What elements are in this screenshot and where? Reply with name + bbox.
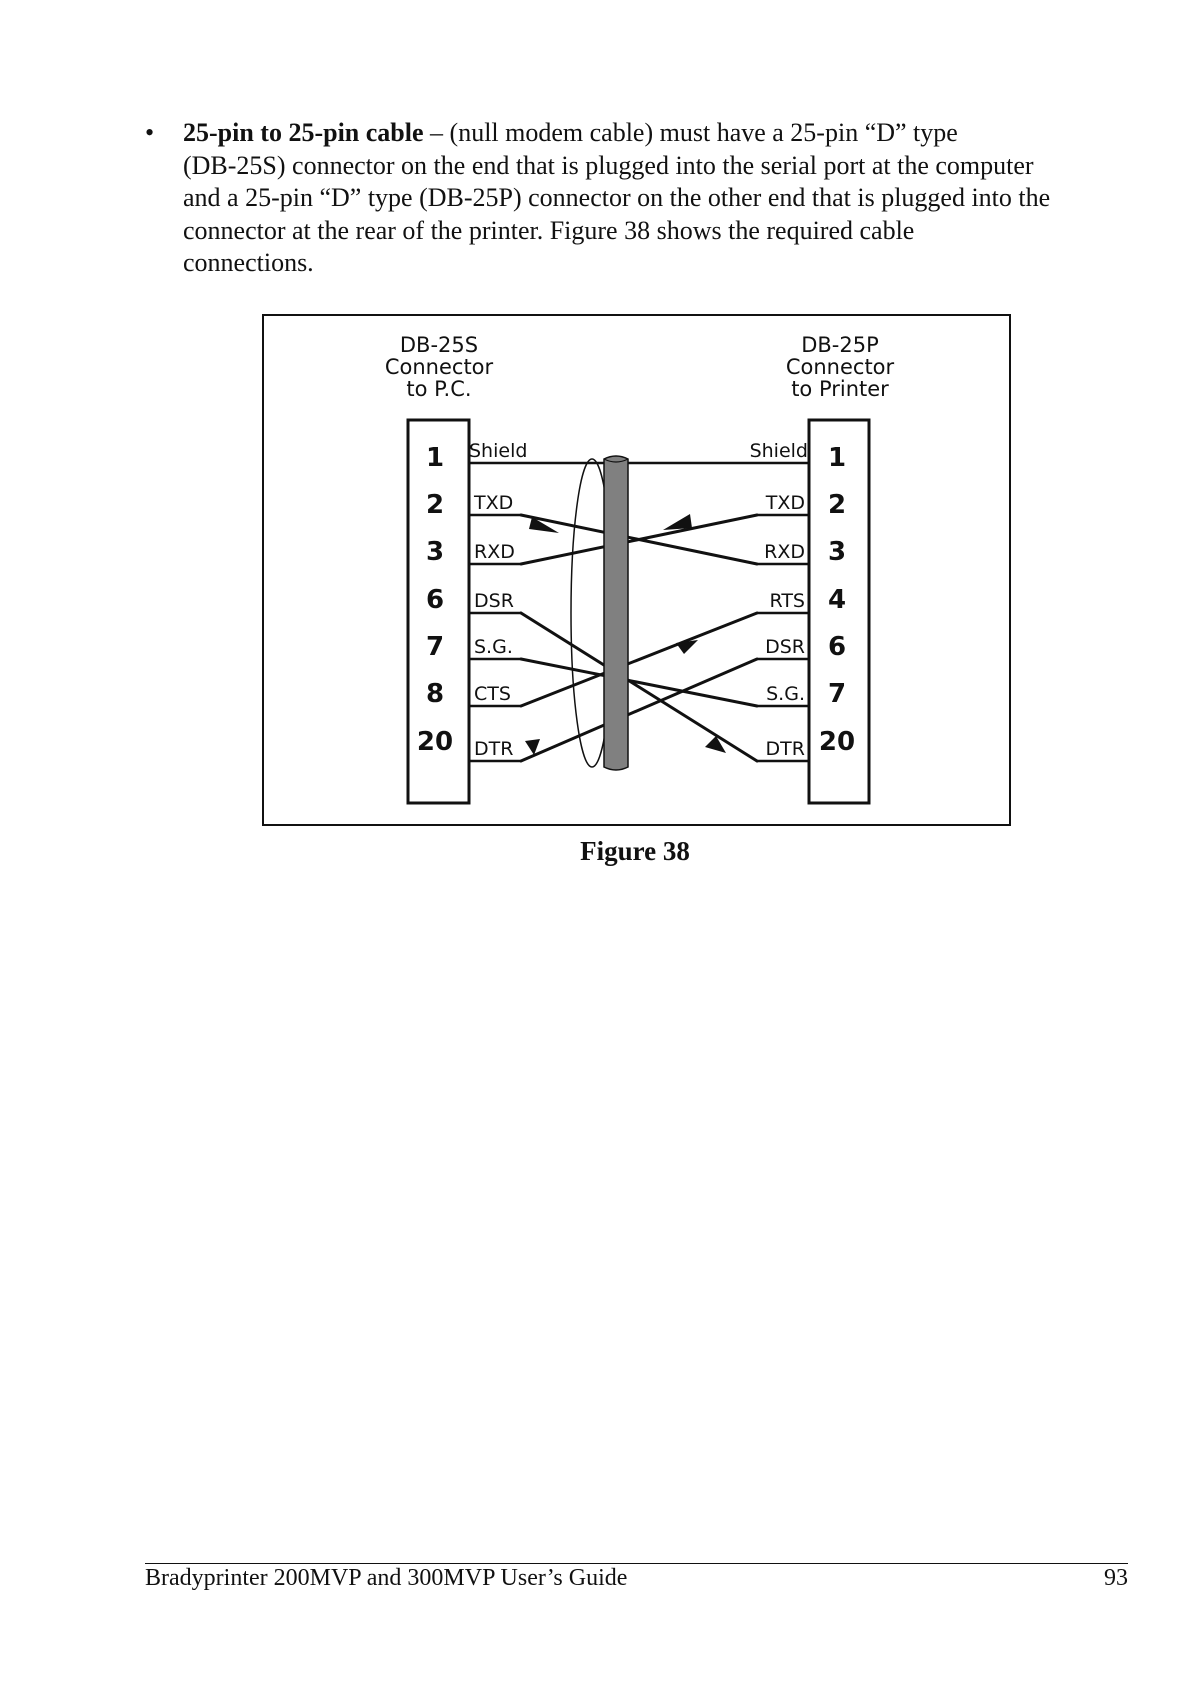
figure-caption: Figure 38 (580, 836, 690, 866)
right-signal-shield: Shield (749, 440, 808, 462)
left-title-line-3: to P.C. (406, 377, 472, 401)
right-pin-7: 7 (827, 679, 847, 709)
left-pin-6: 6 (425, 585, 445, 615)
left-signal-txd: TXD (474, 492, 514, 514)
bullet-mark: • (145, 118, 155, 147)
wire-dsr-to-dtr (521, 613, 757, 761)
right-title-line-3: to Printer (791, 377, 889, 401)
bullet-line-5: connections. (183, 248, 314, 277)
right-pin-6: 6 (827, 632, 847, 662)
bullet-line-2: (DB-25S) connector on the end that is plugged into the serial port at the computer (183, 150, 1034, 180)
left-signal-labels (469, 440, 527, 760)
right-connector-title (786, 333, 895, 401)
footer-page-number: 93 (1104, 1565, 1128, 1591)
right-signal-dtr: DTR (765, 738, 805, 760)
footer-title: Bradyprinter 200MVP and 300MVP User’s Guide (145, 1565, 628, 1591)
null-modem-wiring-diagram (264, 316, 1011, 826)
left-connector-title (385, 333, 494, 401)
bullet-line-1-rest: – (null modem cable) must have a 25-pin “D” type (423, 118, 958, 147)
right-pin-2: 2 (827, 490, 847, 520)
left-signal-dtr: DTR (474, 738, 514, 760)
right-pin-1: 1 (827, 443, 847, 473)
right-signal-rxd: RXD (764, 541, 805, 563)
left-pin-20: 20 (416, 727, 454, 757)
right-title-line-2: Connector (785, 355, 895, 379)
left-pin-7: 7 (425, 632, 445, 662)
bullet-line-1 (183, 117, 1183, 150)
bullet-bold-lead: 25-pin to 25-pin cable (183, 118, 424, 147)
left-signal-cts: CTS (474, 683, 511, 705)
right-pin-3: 3 (827, 537, 847, 567)
right-pin-20: 20 (818, 727, 856, 757)
left-signal-rxd: RXD (474, 541, 515, 563)
left-title-line-2: Connector (384, 355, 494, 379)
arrow-txd-right (663, 514, 692, 530)
wire-sg-to-sg (521, 659, 757, 706)
bullet-line-3: and a 25-pin “D” type (DB-25P) connector on the other end that is plugged into the (183, 183, 1051, 212)
left-signal-dsr: DSR (474, 590, 514, 612)
right-signal-rts: RTS (769, 590, 805, 612)
right-signal-txd: TXD (765, 492, 805, 514)
right-signal-labels (750, 440, 808, 760)
left-signal-shield: Shield (469, 440, 528, 462)
wire-cts-to-rts (521, 613, 757, 706)
right-title-line-1: DB-25P (801, 333, 879, 357)
right-signal-sg: S.G. (766, 683, 805, 705)
left-pin-1: 1 (425, 443, 445, 473)
left-title-line-1: DB-25S (399, 333, 479, 357)
figure-38-diagram (262, 314, 1011, 826)
right-pin-4: 4 (827, 585, 847, 615)
bullet-line-4: connector at the rear of the printer. Figure 38 shows the required cable (183, 215, 915, 245)
left-pin-2: 2 (425, 490, 445, 520)
left-pin-3: 3 (425, 537, 445, 567)
right-signal-dsr: DSR (765, 636, 805, 658)
left-signal-sg: S.G. (474, 636, 513, 658)
left-pin-8: 8 (425, 679, 445, 709)
crossing-wires (521, 515, 757, 761)
bullet-text (183, 117, 1183, 280)
cable-shield (604, 456, 628, 770)
